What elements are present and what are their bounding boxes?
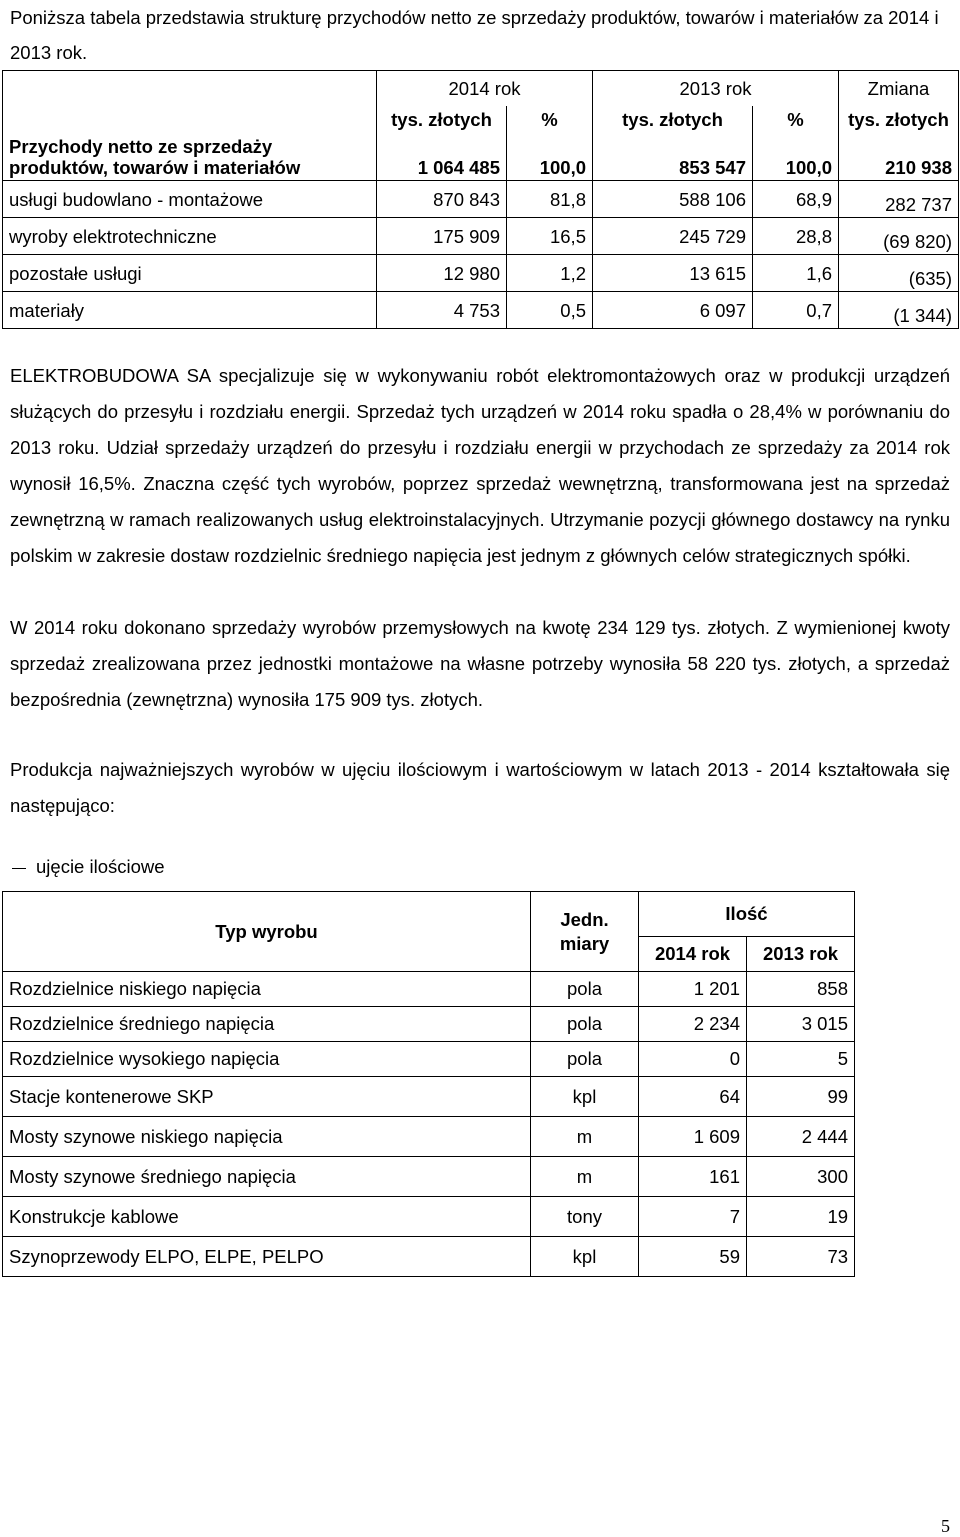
row-unit: m xyxy=(531,1157,639,1197)
table-row xyxy=(3,1157,855,1197)
table-row xyxy=(3,255,959,292)
row-unit: pola xyxy=(531,1007,639,1042)
row-q2013: 3 015 xyxy=(747,1007,855,1042)
table-row xyxy=(3,1042,855,1077)
table-row xyxy=(3,1117,855,1157)
row-p2013: 1,6 xyxy=(753,255,839,292)
table-row xyxy=(3,1007,855,1042)
row-q2014: 7 xyxy=(639,1197,747,1237)
total-v2013: 853 547 xyxy=(593,131,753,181)
paragraph-specialization: ELEKTROBUDOWA SA specjalizuje się w wykonywaniu robót elektromontażowych oraz w produkcji urządzeń służących do przesyłu i rozdziału energii. Sprzedaż tych urządzeń w 2014 roku spadła o 28,4% w porównaniu do 2013 roku. Udział sprzedaży urządzeń do przesyłu i rozdziału energii w przychodach ze sprzedaży za 2014 rok wynosił 16,5%. Znaczna część tych wyrobów, poprzez sprzedaż wewnętrzną, transformowana jest na sprzedaż zewnętrzną w ramach realizowanych usług elektroinstalacyjnych. Utrzymanie pozycji głównego dostawcy na rynku polskim w zakresie dostaw rozdzielnic średniego napięcia jest jednym z głównych celów strategicznych spółki. xyxy=(10,365,950,566)
row-q2014: 1 201 xyxy=(639,972,747,1007)
table-row xyxy=(3,1077,855,1117)
row-q2013: 19 xyxy=(747,1197,855,1237)
intro-text: Poniższa tabela przedstawia strukturę przychodów netto ze sprzedaży produktów, towarów i materiałów za 2014 i 2013 rok. xyxy=(10,7,939,63)
row-v2014: 4 753 xyxy=(377,292,507,329)
table-row xyxy=(3,1237,855,1277)
revenue-structure-table xyxy=(2,70,959,329)
table-row xyxy=(3,972,855,1007)
row-v2014: 870 843 xyxy=(377,181,507,218)
table-total-row xyxy=(3,131,959,181)
row-q2014: 0 xyxy=(639,1042,747,1077)
row-unit: pola xyxy=(531,972,639,1007)
table-header-row xyxy=(3,71,959,107)
row-v2013: 588 106 xyxy=(593,181,753,218)
row-p2014: 16,5 xyxy=(507,218,593,255)
row-v2013: 13 615 xyxy=(593,255,753,292)
total-p2013: 100,0 xyxy=(753,131,839,181)
total-v2014: 1 064 485 xyxy=(377,131,507,181)
row-q2014: 59 xyxy=(639,1237,747,1277)
row-q2014: 161 xyxy=(639,1157,747,1197)
row-q2013: 300 xyxy=(747,1157,855,1197)
row-p2014: 81,8 xyxy=(507,181,593,218)
header-empty-cell xyxy=(3,71,377,107)
subheader-pln-change: tys. złotych xyxy=(839,106,959,131)
dash-bullet-icon xyxy=(12,868,26,869)
row-p2013: 0,7 xyxy=(753,292,839,329)
row-p2013: 68,9 xyxy=(753,181,839,218)
row-q2014: 2 234 xyxy=(639,1007,747,1042)
row-type: Szynoprzewody ELPO, ELPE, PELPO xyxy=(3,1237,531,1277)
header-year-2014: 2014 rok xyxy=(377,71,593,107)
header-2013: 2013 rok xyxy=(747,937,855,972)
header-change: Zmiana xyxy=(839,71,959,107)
row-unit: m xyxy=(531,1117,639,1157)
bullet-text: ujęcie ilościowe xyxy=(36,856,165,877)
bullet-item xyxy=(10,849,165,885)
row-type: Rozdzielnice wysokiego napięcia xyxy=(3,1042,531,1077)
subheader-pln-2014: tys. złotych xyxy=(377,106,507,131)
subheader-pct-2014: % xyxy=(507,106,593,131)
row-v2014: 175 909 xyxy=(377,218,507,255)
table-row xyxy=(3,1197,855,1237)
row-unit: kpl xyxy=(531,1237,639,1277)
row-type: Mosty szynowe średniego napięcia xyxy=(3,1157,531,1197)
row-q2013: 99 xyxy=(747,1077,855,1117)
row-label: usługi budowlano - montażowe xyxy=(3,181,377,218)
row-label: wyroby elektrotechniczne xyxy=(3,218,377,255)
row-q2013: 858 xyxy=(747,972,855,1007)
row-change: 282 737 xyxy=(839,181,959,218)
row-type: Stacje kontenerowe SKP xyxy=(3,1077,531,1117)
header-product-type: Typ wyrobu xyxy=(3,892,531,972)
row-v2013: 6 097 xyxy=(593,292,753,329)
row-change: (69 820) xyxy=(839,218,959,255)
table-row xyxy=(3,292,959,329)
row-change: (635) xyxy=(839,255,959,292)
table-row xyxy=(3,181,959,218)
row-type: Konstrukcje kablowe xyxy=(3,1197,531,1237)
row-unit: pola xyxy=(531,1042,639,1077)
row-unit: kpl xyxy=(531,1077,639,1117)
row-type: Mosty szynowe niskiego napięcia xyxy=(3,1117,531,1157)
row-type: Rozdzielnice niskiego napięcia xyxy=(3,972,531,1007)
row-p2014: 1,2 xyxy=(507,255,593,292)
row-q2013: 73 xyxy=(747,1237,855,1277)
total-p2014: 100,0 xyxy=(507,131,593,181)
row-p2013: 28,8 xyxy=(753,218,839,255)
row-q2013: 5 xyxy=(747,1042,855,1077)
table-subheader-row xyxy=(3,106,959,131)
paragraph-sales: W 2014 roku dokonano sprzedaży wyrobów przemysłowych na kwotę 234 129 tys. złotych. Z wymienionej kwoty sprzedaż zrealizowana przez jednostki montażowe na własne potrzeby wynosiła 58 220 tys. złotych, a sprzedaż bezpośrednia (zewnętrzna) wynosiła 175 909 tys. złotych. xyxy=(10,617,950,710)
row-q2014: 64 xyxy=(639,1077,747,1117)
row-q2014: 1 609 xyxy=(639,1117,747,1157)
subheader-pln-2013: tys. złotych xyxy=(593,106,753,131)
header-unit xyxy=(531,892,639,972)
header-year-2013: 2013 rok xyxy=(593,71,839,107)
total-label xyxy=(3,131,377,181)
subheader-pct-2013: % xyxy=(753,106,839,131)
header-2014: 2014 rok xyxy=(639,937,747,972)
row-q2013: 2 444 xyxy=(747,1117,855,1157)
page-number: 5 xyxy=(941,1516,950,1536)
production-quantity-table xyxy=(2,891,855,1277)
row-type: Rozdzielnice średniego napięcia xyxy=(3,1007,531,1042)
total-label-text: Przychody netto ze sprzedaży produktów, towarów i materiałów xyxy=(9,136,301,178)
row-unit: tony xyxy=(531,1197,639,1237)
row-change: (1 344) xyxy=(839,292,959,329)
table-row xyxy=(3,218,959,255)
row-v2014: 12 980 xyxy=(377,255,507,292)
paragraph-production: Produkcja najważniejszych wyrobów w ujęciu ilościowym i wartościowym w latach 2013 - 2014 kształtowała się następująco: xyxy=(10,759,950,816)
row-label: materiały xyxy=(3,292,377,329)
subheader-empty-cell xyxy=(3,106,377,131)
row-p2014: 0,5 xyxy=(507,292,593,329)
header-quantity: Ilość xyxy=(639,892,855,937)
row-v2013: 245 729 xyxy=(593,218,753,255)
total-change: 210 938 xyxy=(839,131,959,181)
table-header-row xyxy=(3,892,855,937)
header-unit-text: Jedn. miary xyxy=(559,908,610,954)
row-label: pozostałe usługi xyxy=(3,255,377,292)
